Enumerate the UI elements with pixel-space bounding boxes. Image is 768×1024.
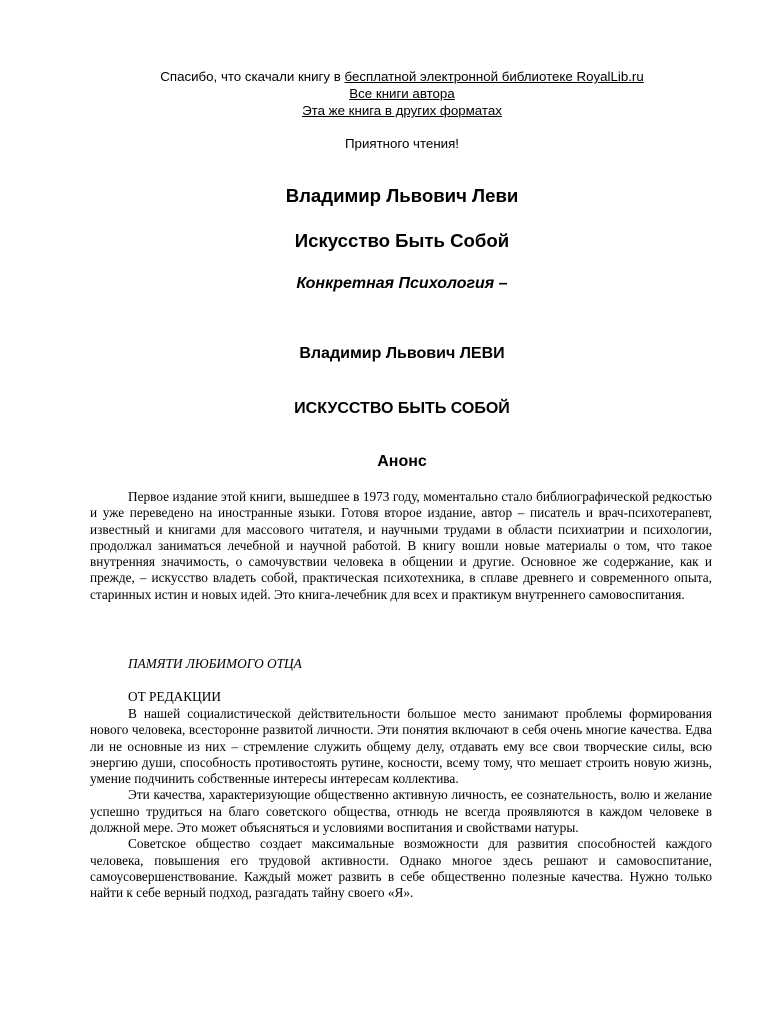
download-header	[0, 68, 768, 119]
book-subtitle: Конкретная Психология –	[296, 275, 508, 292]
library-link[interactable]: бесплатной электронной библиотеке RoyalLib.ru	[344, 69, 644, 84]
dedication: ПАМЯТИ ЛЮБИМОГО ОТЦА	[128, 656, 302, 671]
editorial-section	[90, 706, 712, 902]
author-books-link[interactable]: Все книги автора	[349, 86, 455, 101]
enjoy-reading-text: Приятного чтения!	[345, 136, 459, 151]
book-title-caps: ИСКУССТВО БЫТЬ СОБОЙ	[294, 400, 510, 417]
announce-heading: Анонс	[377, 453, 427, 470]
editorial-paragraph: Советское общество создает максимальные возможности для развития способностей каждого человека, повышения его трудовой активности. Однако многое здесь решают и самовоспитание, самоусовершенствование. Каждый может развить в себе общественно полезные качества. Нужно только найти к себе верный подход, разгадать тайну своего «Я».	[90, 836, 712, 901]
announce-paragraph: Первое издание этой книги, вышедшее в 1973 году, моментально стало библиографической редкостью и уже переведено на иностранные языки. Готовя второе издание, автор – писатель и врач-психотерапевт, известный и книгами для массового читателя, и научными трудами в области психиатрии и психологии, продолжал заниматься лечебной и научной работой. В книгу вошли новые материалы о том, что такое внутренняя значимость, о самочувствии человека в общении и другие. Основное же содержание, как и прежде, – искусство владеть собой, практическая психотехника, в сплаве древнего и современного опыта, старинных истин и новых идей. Это книга-лечебник для всех и практикум внутреннего самовоспитания.	[90, 489, 712, 602]
thanks-text: Спасибо, что скачали книгу в	[160, 69, 345, 84]
thanks-line	[0, 68, 768, 85]
book-title: Искусство Быть Собой	[294, 230, 510, 251]
editorial-paragraph: Эти качества, характеризующие общественно активную личность, ее сознательность, волю и желание успешно трудиться на благо советского общества, отнюдь не всегда проявляются в каждом человеке в должной мере. Это может объясняться и условиями воспитания и свойствами натуры.	[90, 787, 712, 836]
from-editors-heading: ОТ РЕДАКЦИИ	[128, 689, 221, 704]
other-formats-link[interactable]: Эта же книга в других форматах	[302, 103, 502, 118]
announce-section	[90, 489, 712, 603]
editorial-paragraph: В нашей социалистической действительности большое место занимают проблемы формирования нового человека, всесторонне развитой личности. Эти понятия включают в себя очень многие качества. Едва ли не основные из них – стремление служить общему делу, отдавать ему все свои творческие силы, всю энергию души, способность противостоять рутине, косности, всему тому, что мешает строить новую жизнь, умение подчинить собственные интересы интересам коллектива.	[90, 706, 712, 787]
author-name: Владимир Львович Леви	[285, 185, 519, 206]
author-name-caps: Владимир Львович ЛЕВИ	[299, 345, 505, 362]
